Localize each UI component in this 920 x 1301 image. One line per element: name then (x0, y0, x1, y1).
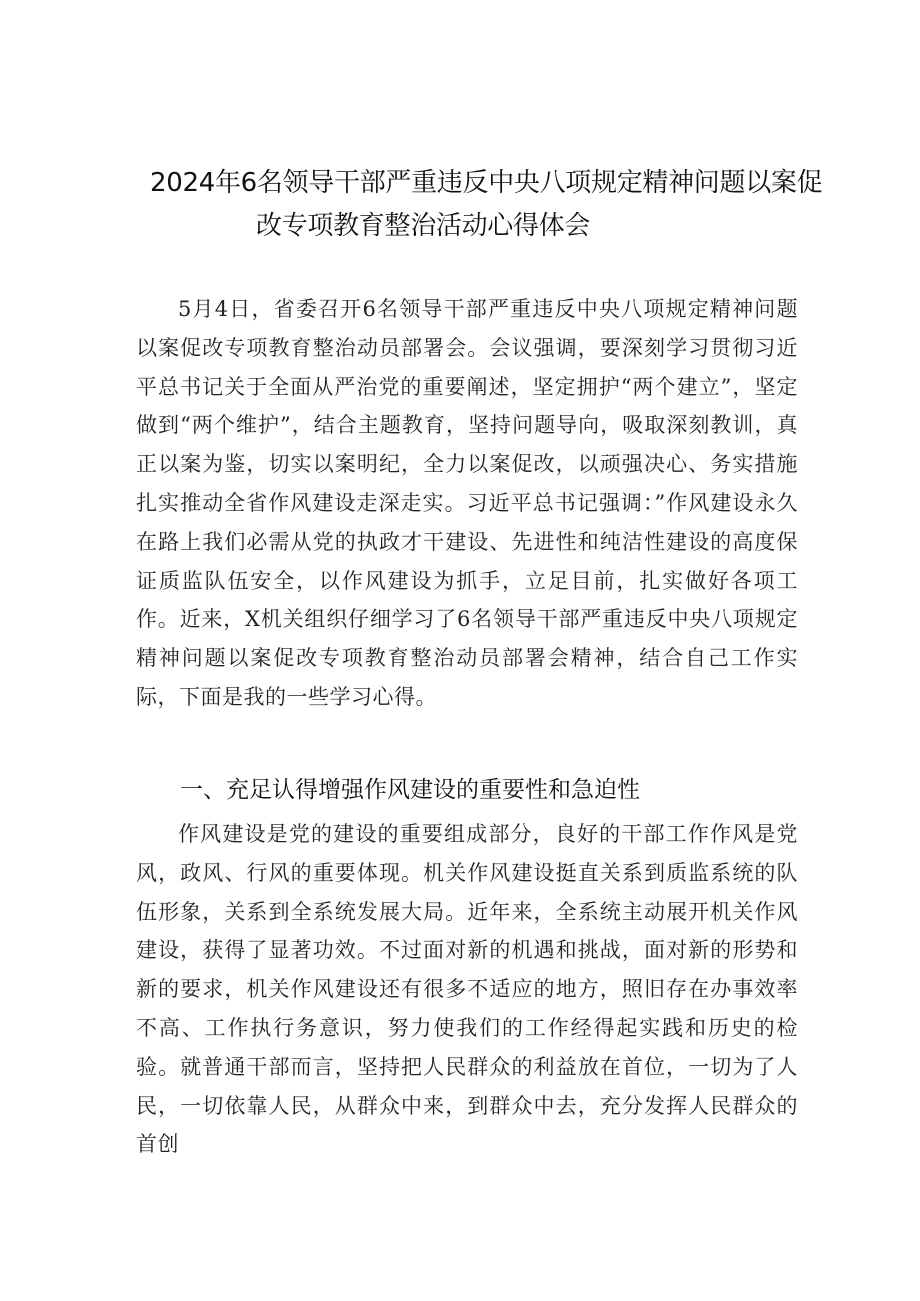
paragraph-section-1: 作风建设是党的建设的重要组成部分，良好的干部工作作风是党风，政风、行风的重要体现。机关作风建设挺直关系到质监系统的队伍形象，关系到全系统发展大局。近年来，全系统主动展开机关作风建设，获得了显著功效。不过面对新的机遇和挑战，面对新的形势和新的要求，机关作风建设还有很多不适应的地方，照旧存在办事效率不高、工作执行务意识，努力使我们的工作经得起实践和历史的检验。就普通干部而言，坚持把人民群众的利益放在首位，一切为了人民，一切依靠人民，从群众中来，到群众中去，充分发挥人民群众的首创 (136, 822, 798, 1157)
title-line-2: 改专项教育整治活动心得体会 (256, 211, 591, 241)
title-line-1: 2024年6名领导干部严重违反中央八项规定精神问题以案促 (150, 168, 823, 198)
document-title (150, 162, 830, 248)
section-heading-1: 一、充足认得增强作风建设的重要性和急迫性 (180, 777, 640, 803)
paragraph-intro: 5月4日，省委召开6名领导干部严重违反中央八项规定精神问题以案促改专项教育整治动员部署会。会议强调，要深刻学习贯彻习近平总书记关于全面从严治党的重要阐述，坚定拥护“两个建立”，坚定做到“两个维护”，结合主题教育，坚持问题导向，吸取深刻教训，真正以案为鉴，切实以案明纪，全力以案促改，以顽强决心、务实措施扎实推动全省作风建设走深走实。习近平总书记强调：”作风建设永久在路上我们必需从党的执政才干建设、先进性和纯洁性建设的高度保证质监队伍安全，以作风建设为抓手，立足目前，扎实做好各项工作。近来，X机关组织仔细学习了6名领导干部严重违反中央八项规定精神问题以案促改专项教育整治动员部署会精神，结合自己工作实际，下面是我的一些学习心得。 (136, 297, 798, 709)
